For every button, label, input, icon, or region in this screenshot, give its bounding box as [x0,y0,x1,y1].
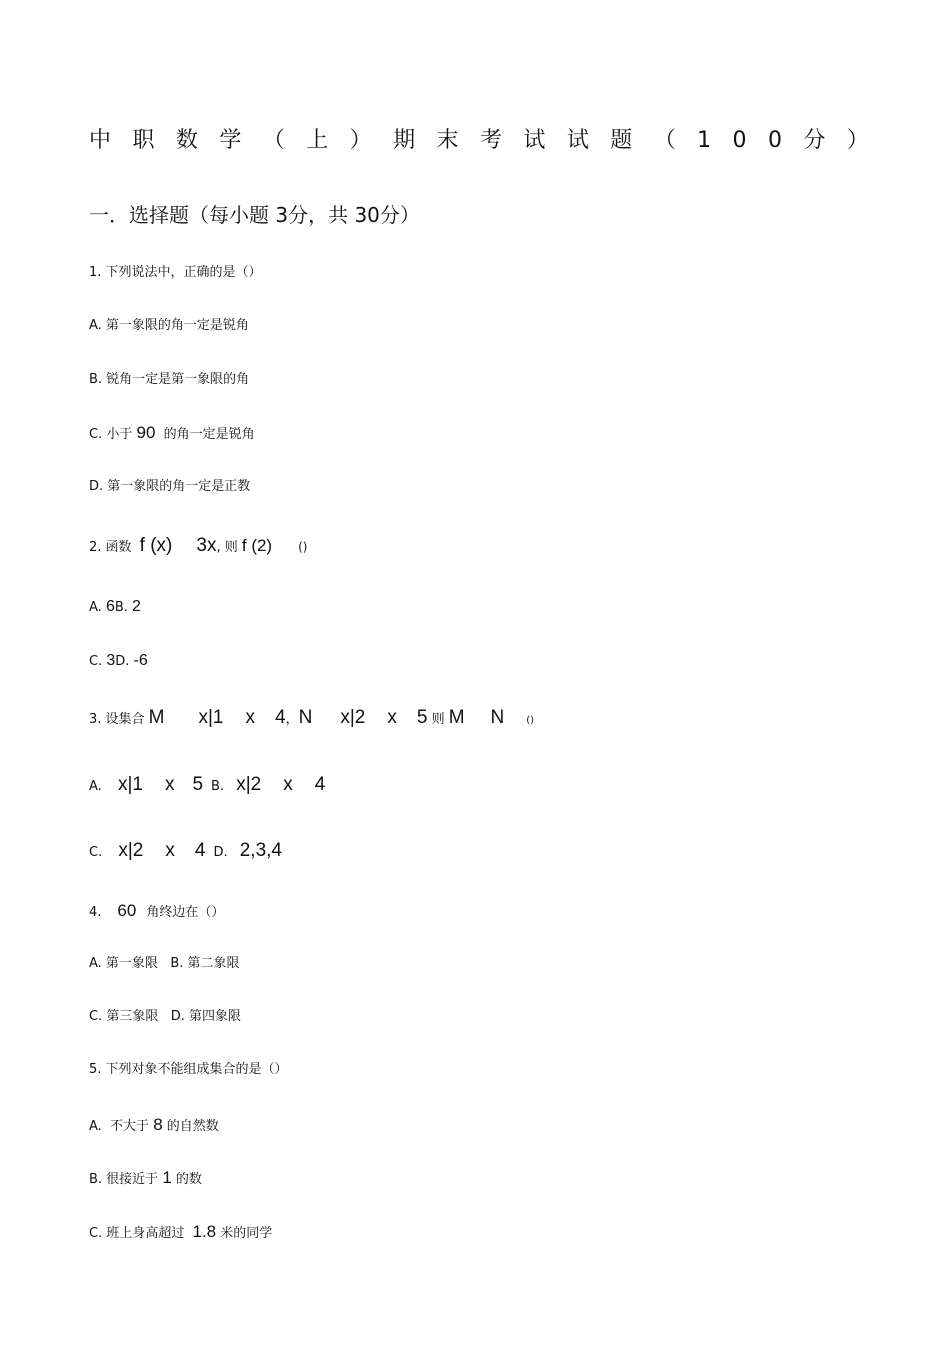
q3-d-label: D. [213,845,232,860]
q2-b-value: 2 [132,598,141,615]
q5-c-prefix: C. 班上身高超过 [89,1226,189,1241]
q1-option-a: A. 第一象限的角一定是锐角 [89,318,249,333]
q2-expr: 3x [196,535,217,556]
q1-stem: 1. 下列说法中，正确的是（） [89,265,262,280]
q3-n-set: x|2 [340,707,366,728]
q3-c-4: 4 [194,840,206,861]
q3-b-x: x [283,774,293,795]
q5-a-prefix: A. 不大于 [89,1119,154,1134]
q2-d-value: -6 [133,652,148,669]
q1-option-d: D. 第一象限的角一定是正教 [89,479,251,494]
q5-option-c [89,1222,272,1244]
q1-option-b: B. 锐角一定是第一象限的角 [89,372,250,387]
q3-c-set: x|2 [118,840,144,861]
q3-mn-m: M [448,707,465,728]
q3-m: M [148,707,165,728]
q5-b-suffix: 的数 [171,1172,202,1187]
title-char: 上 [306,128,329,153]
q3-a-set: x|1 [117,774,143,795]
q3-b-set: x|2 [236,774,262,795]
q2-paren: () [298,540,308,554]
q3-m-set: x|1 [198,707,224,728]
title-char: 1 [697,128,712,153]
q2-c-value: 3 [106,652,116,669]
q1-option-c [89,423,255,445]
q1-c-suffix: 的角一定是锐角 [155,427,255,442]
title-char: 职 [132,128,155,153]
q3-n: N [298,707,313,728]
q3-b-4: 4 [314,774,326,795]
title-char: 考 [479,128,502,153]
q2-a-value: 6 [105,598,115,615]
q3-n-5: 5 [416,707,428,728]
q4-suffix: 角终边在（） [146,905,225,920]
q3-c-label: C. [89,845,107,860]
q2-then: , 则 [216,540,242,555]
q4-prefix: 4. [89,905,102,920]
q5-c-number: 1.8 [192,1222,217,1241]
q2-stem [89,536,307,558]
title-char: 试 [566,128,589,153]
title-char: （ [653,128,676,153]
q2-fx: f (x) [139,535,173,556]
title-char: 学 [219,128,242,153]
q2-f2: f (2) [241,536,273,555]
page-title [89,126,869,156]
q3-b-label: B. [211,779,229,794]
title-char: 数 [175,128,198,153]
q2-options-cd [89,651,148,672]
section-heading: 一．选择题（每小题 3分，共 30分） [89,203,420,227]
title-char: ） [349,128,372,153]
title-char: 末 [436,128,459,153]
q2-a-label: A. [89,600,106,615]
q3-a-5: 5 [192,774,204,795]
q3-a-label: A. [89,779,106,794]
q3-stem [89,708,534,731]
q2-b-label: B. [114,600,133,615]
q5-b-number: 1 [162,1168,172,1187]
q5-stem: 5. 下列对象不能组成集合的是（） [89,1062,288,1077]
q3-m-x: x [245,707,256,728]
q5-a-suffix: 的自然数 [162,1119,219,1134]
title-char: （ [262,128,285,153]
q3-paren: () [526,715,535,726]
q3-options-cd [89,841,282,863]
q4-options-ab: A. 第一象限 B. 第二象限 [89,956,240,971]
q5-option-a [89,1115,219,1137]
q3-prefix: 3. 设集合 [89,712,149,727]
q3-mn-n: N [490,707,505,728]
q4-number: 60 [117,901,137,920]
q3-m-4: 4 [275,707,286,728]
q5-option-b [89,1168,202,1190]
q5-b-prefix: B. 很接近于 [89,1172,163,1187]
q2-options-ab [89,597,141,618]
q5-a-number: 8 [153,1115,163,1134]
q1-c-prefix: C. 小于 [89,427,137,442]
q3-c-x: x [165,840,175,861]
title-char: 试 [523,128,546,153]
q1-c-number: 90 [136,423,156,442]
q3-d-set: 2,3,4 [239,840,282,861]
q3-n-x: x [387,707,397,728]
q4-stem [89,901,224,923]
title-char: 0 [767,128,782,153]
q5-c-suffix: 米的同学 [216,1226,273,1241]
q4-options-cd: C. 第三象限 D. 第四象限 [89,1009,242,1024]
q2-prefix: 2. 函数 [89,540,136,555]
q2-c-label: C. [89,654,107,669]
q3-then: 则 [427,712,449,727]
q2-d-label: D. [115,654,134,669]
title-char: 0 [732,128,747,153]
q3-comma: ， [285,712,299,727]
q3-options-ab [89,775,325,797]
title-char: 期 [393,128,416,153]
title-char: ） [846,128,869,153]
q3-a-x: x [164,774,175,795]
title-char: 题 [610,128,633,153]
title-char: 分 [803,128,826,153]
title-char: 中 [89,128,112,153]
